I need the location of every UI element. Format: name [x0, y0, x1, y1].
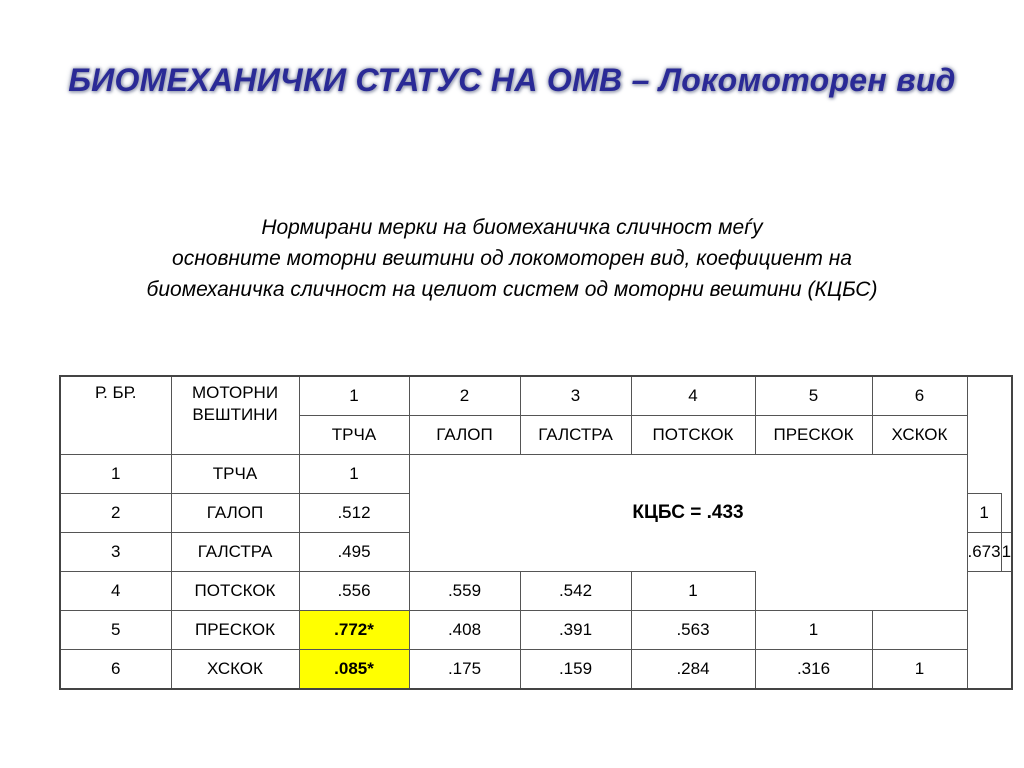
col-number: 1	[299, 376, 409, 416]
row-number: 5	[60, 611, 171, 650]
row-skill: ПРЕСКОК	[171, 611, 299, 650]
header-rb: Р. БР.	[60, 376, 171, 455]
col-number: 4	[631, 376, 755, 416]
cell-value: .408	[409, 611, 520, 650]
col-name: ХСКОК	[872, 416, 967, 455]
col-number: 3	[520, 376, 631, 416]
row-number: 6	[60, 650, 171, 690]
col-number: 5	[755, 376, 872, 416]
cell-value: 1	[755, 611, 872, 650]
col-name: ПОТСКОК	[631, 416, 755, 455]
cell-value: .559	[409, 572, 520, 611]
empty-cell	[872, 611, 967, 650]
header-skills-line-1: МОТОРНИ	[191, 383, 279, 402]
row-number: 1	[60, 455, 171, 494]
cell-value: 1	[1001, 533, 1012, 572]
cell-value: .495	[299, 533, 409, 572]
cell-value: .556	[299, 572, 409, 611]
highlighted-value: .772*	[299, 611, 409, 650]
cell-value: .673	[967, 533, 1001, 572]
table-row	[60, 572, 1012, 611]
col-name: ПРЕСКОК	[755, 416, 872, 455]
table-row	[60, 650, 1012, 690]
empty-cell	[755, 572, 967, 611]
cell-value: .391	[520, 611, 631, 650]
table-row	[60, 455, 1012, 494]
page-title: БИОМЕХАНИЧКИ СТАТУС НА ОМВ – Локомоторен вид	[68, 62, 956, 98]
cell-value: .542	[520, 572, 631, 611]
row-skill: ПОТСКОК	[171, 572, 299, 611]
cell-value: 1	[967, 494, 1001, 533]
cell-value: .175	[409, 650, 520, 690]
header-skills	[171, 376, 299, 455]
cell-value: 1	[631, 572, 755, 611]
col-number: 2	[409, 376, 520, 416]
cell-value: 1	[872, 650, 967, 690]
cell-value: .159	[520, 650, 631, 690]
subtitle-line-3: биомеханичка сличност на целиот систем од моторни вештини (КЦБС)	[146, 278, 878, 301]
cell-value: .316	[755, 650, 872, 690]
cell-value: .512	[299, 494, 409, 533]
highlighted-value: .085*	[299, 650, 409, 690]
col-number: 6	[872, 376, 967, 416]
col-name: ГАЛСТРА	[520, 416, 631, 455]
subtitle-line-2: основните моторни вештини од локомоторен вид, коефициент на	[172, 247, 852, 270]
table-row	[60, 611, 1012, 650]
header-skills-line-2: ВЕШТИНИ	[192, 405, 278, 424]
row-skill: ТРЧА	[171, 455, 299, 494]
row-number: 3	[60, 533, 171, 572]
header-row-numbers	[60, 376, 1012, 416]
col-name: ТРЧА	[299, 416, 409, 455]
cell-value: .284	[631, 650, 755, 690]
similarity-table	[59, 375, 1013, 690]
row-skill: ХСКОК	[171, 650, 299, 690]
cell-value: 1	[299, 455, 409, 494]
kcbs-value: КЦБС = .433	[409, 455, 967, 572]
row-skill: ГАЛОП	[171, 494, 299, 533]
subtitle-line-1: Нормирани мерки на биомеханичка сличност меѓу	[261, 216, 763, 239]
row-number: 4	[60, 572, 171, 611]
cell-value: .563	[631, 611, 755, 650]
col-name: ГАЛОП	[409, 416, 520, 455]
subtitle	[0, 212, 1024, 305]
row-number: 2	[60, 494, 171, 533]
row-skill: ГАЛСТРА	[171, 533, 299, 572]
